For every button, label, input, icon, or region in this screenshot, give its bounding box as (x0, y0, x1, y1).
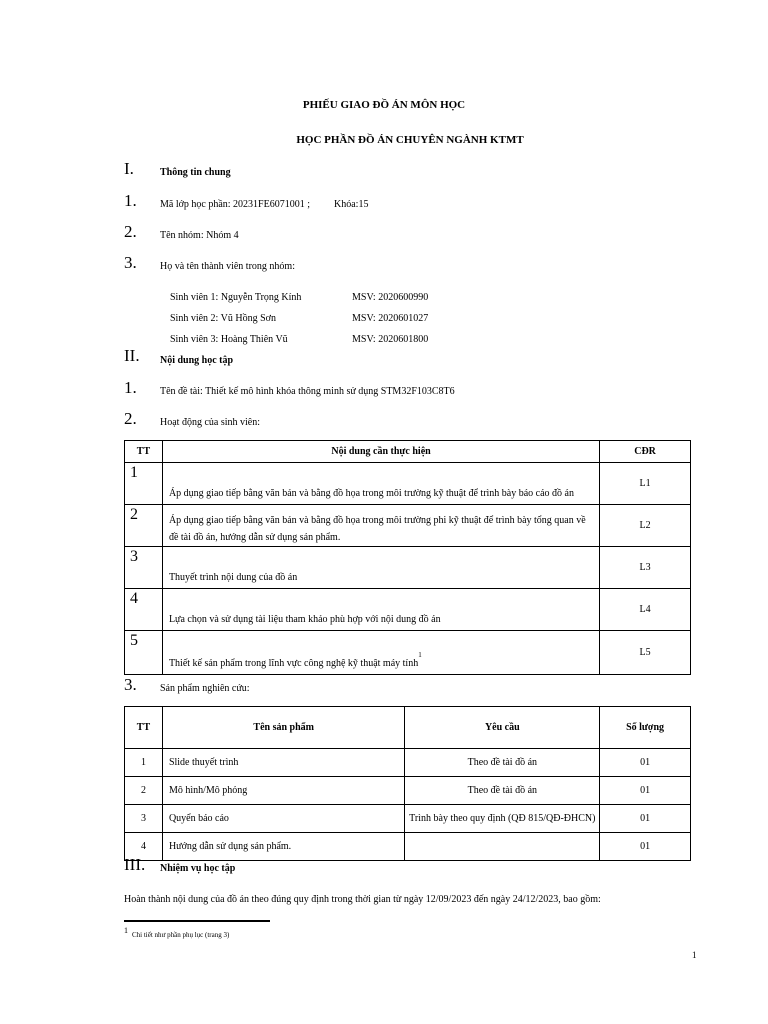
document-subtitle: HỌC PHẦN ĐỒ ÁN CHUYÊN NGÀNH KTMT (296, 134, 524, 146)
row-content: Thuyết trình nội dung của đồ án (162, 547, 599, 589)
table-header-row (125, 707, 691, 749)
footnote-ref[interactable]: 1 (418, 651, 422, 659)
row-number: 3 (125, 805, 163, 833)
row-number: 3 (130, 548, 138, 565)
member-msv: MSV: 2020601027 (352, 313, 429, 324)
row-product-name: Hướng dẫn sử dụng sản phẩm. (162, 833, 405, 861)
footnote-separator (124, 920, 270, 922)
header-tt: TT (125, 707, 163, 749)
table-row (125, 833, 691, 861)
page-number: 1 (692, 950, 697, 960)
members-label: Họ và tên thành viên trong nhóm: (160, 261, 295, 272)
item-1-1-number: 1. (124, 191, 137, 210)
header-quantity: Số lượng (600, 707, 691, 749)
item-2-1-number: 1. (124, 378, 137, 397)
member-name: Sinh viên 1: Nguyễn Trọng Kính (170, 292, 302, 303)
class-code: Mã lớp học phần: 20231FE6071001 ; (160, 199, 310, 210)
section-2-title: Nội dung học tập (160, 355, 234, 366)
products-table (124, 706, 691, 861)
row-number: 4 (130, 590, 138, 607)
row-number: 4 (125, 833, 163, 861)
row-quantity: 01 (600, 749, 691, 777)
row-cdr: L2 (600, 505, 691, 547)
row-cdr: L4 (600, 589, 691, 631)
row-requirement (405, 833, 600, 861)
table-row (125, 589, 691, 631)
row-product-name: Quyển báo cáo (162, 805, 405, 833)
table-row (125, 463, 691, 505)
table-row (125, 777, 691, 805)
row-cdr: L5 (600, 631, 691, 675)
header-requirement: Yêu cầu (405, 707, 600, 749)
row-quantity: 01 (600, 833, 691, 861)
row-content: Áp dụng giao tiếp bằng văn bản và bằng đồ họa trong môi trường phi kỹ thuật để trình bày tổng quan về đề tài đồ án, hướng dẫn sử dụng sản phẩm. (162, 505, 599, 547)
activities-table (124, 440, 691, 675)
member-name: Sinh viên 3: Hoàng Thiên Vũ (170, 334, 288, 345)
row-number: 2 (130, 506, 138, 523)
group-name: Tên nhóm: Nhóm 4 (160, 230, 239, 241)
section-1-number: I. (124, 159, 134, 178)
header-cdr: CĐR (600, 441, 691, 463)
section-1-title: Thông tin chung (160, 167, 231, 178)
row-requirement: Theo đề tài đồ án (405, 777, 600, 805)
activities-label: Hoạt động của sinh viên: (160, 417, 260, 428)
section-3-title: Nhiệm vụ học tập (160, 863, 236, 874)
project-topic: Tên đề tài: Thiết kế mô hình khóa thông minh sử dụng STM32F103C8T6 (160, 386, 455, 397)
course-year: Khóa:15 (334, 199, 369, 210)
header-tt: TT (125, 441, 163, 463)
table-row (125, 547, 691, 589)
row-number: 2 (125, 777, 163, 805)
section-3-number: III. (124, 855, 146, 874)
item-2-3-number: 3. (124, 675, 137, 694)
item-1-3-number: 3. (124, 253, 137, 272)
table-row (125, 749, 691, 777)
header-product-name: Tên sản phẩm (162, 707, 405, 749)
table-row (125, 505, 691, 547)
row-content-text: Thiết kế sản phẩm trong lĩnh vực công nghệ kỹ thuật máy tính (168, 658, 419, 669)
row-requirement: Theo đề tài đồ án (405, 749, 600, 777)
row-quantity: 01 (600, 805, 691, 833)
row-product-name: Slide thuyết trình (162, 749, 405, 777)
member-name: Sinh viên 2: Vũ Hồng Sơn (170, 313, 276, 324)
footnote-text: Chi tiết như phần phụ lục (trang 3) (132, 931, 230, 939)
row-product-name: Mô hình/Mô phỏng (162, 777, 405, 805)
table-row (125, 805, 691, 833)
row-content: Lựa chọn và sử dụng tài liệu tham khảo phù hợp với nội dung đồ án (162, 589, 599, 631)
products-label: Sản phẩm nghiên cứu: (160, 683, 250, 694)
row-cdr: L3 (600, 547, 691, 589)
row-content: Áp dụng giao tiếp bằng văn bản và bằng đồ họa trong môi trường kỹ thuật để trình bày báo cáo đồ án (162, 463, 599, 505)
member-msv: MSV: 2020601800 (352, 334, 429, 345)
row-number: 5 (130, 632, 138, 649)
row-number: 1 (125, 749, 163, 777)
table-header-row (125, 441, 691, 463)
row-number: 1 (130, 464, 138, 481)
member-msv: MSV: 2020600990 (352, 292, 429, 303)
task-description: Hoàn thành nội dung của đồ án theo đúng quy định trong thời gian từ ngày 12/09/2023 đến ngày 24/12/2023, bao gồm: (124, 894, 601, 905)
header-content: Nội dung cần thực hiện (162, 441, 599, 463)
document-title: PHIẾU GIAO ĐỒ ÁN MÔN HỌC (302, 99, 466, 111)
footnote-number: 1 (124, 926, 128, 935)
section-2-number: II. (124, 346, 140, 365)
row-cdr: L1 (600, 463, 691, 505)
table-row (125, 631, 691, 675)
row-quantity: 01 (600, 777, 691, 805)
row-requirement: Trình bày theo quy định (QĐ 815/QĐ-ĐHCN) (405, 805, 600, 833)
item-1-2-number: 2. (124, 222, 137, 241)
row-content (162, 631, 599, 675)
item-2-2-number: 2. (124, 409, 137, 428)
